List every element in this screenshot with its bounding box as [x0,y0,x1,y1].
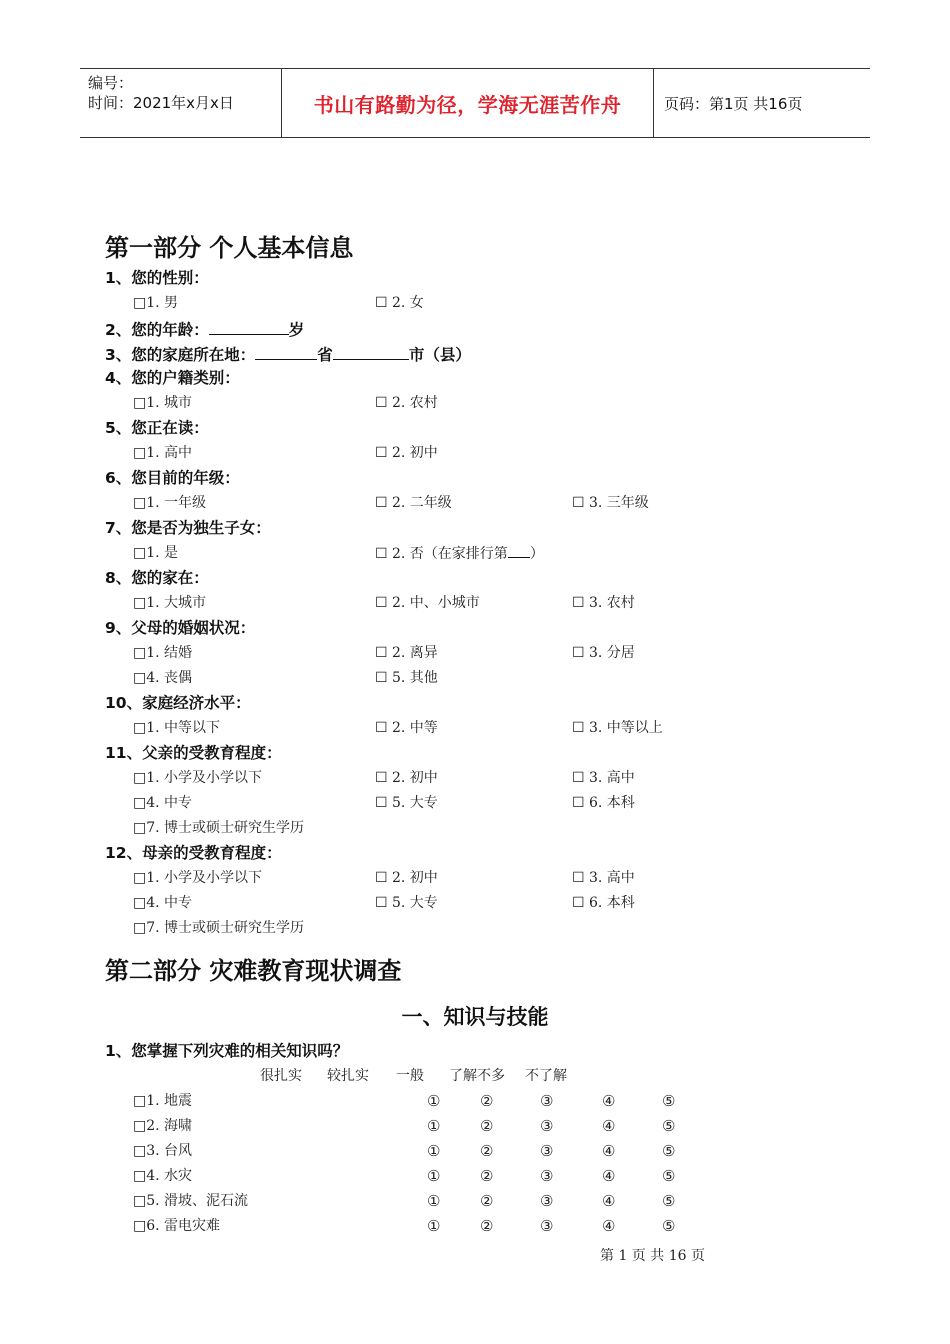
q2-age-label: 2、您的年龄： [105,321,209,339]
page-header [80,68,870,138]
q10-option-below[interactable]: □1. 中等以下 [133,720,221,736]
q7-only-child-label: 7、您是否为独生子女： [105,519,271,537]
q1-option-female[interactable]: ☐ 2. 女 [375,295,424,311]
q11-option-bachelor[interactable]: ☐ 6. 本科 [572,795,635,811]
q9-option-separated[interactable]: ☐ 3. 分居 [572,645,635,661]
rating-option-5[interactable]: ⑤ [662,1217,676,1235]
rating-option-1[interactable]: ① [427,1217,441,1235]
rating-option-5[interactable]: ⑤ [662,1192,676,1210]
q11-option-vocational[interactable]: □4. 中专 [133,795,193,811]
q12-option-vocational[interactable]: □4. 中专 [133,895,193,911]
q11-option-primary[interactable]: □1. 小学及小学以下 [133,770,263,786]
scale-label-3: 一般 [396,1068,424,1084]
q7-option-no[interactable] [375,541,544,566]
date-label: 时间：2021年x月x日 [88,94,234,112]
p2-q1-label: 1、您掌握下列灾难的相关知识吗？ [105,1042,349,1060]
q8-option-rural[interactable]: ☐ 3. 农村 [572,595,635,611]
q10-option-middle[interactable]: ☐ 2. 中等 [375,720,438,736]
rating-option-5[interactable]: ⑤ [662,1117,676,1135]
province-blank-field[interactable] [255,341,317,360]
rating-option-2[interactable]: ② [480,1217,494,1235]
q3-province-unit: 省 [317,346,333,364]
part2-title: 第二部分 灾难教育现状调查 [105,957,402,985]
section-knowledge-title: 一、知识与技能 [401,1005,549,1029]
q9-option-married[interactable]: □1. 结婚 [133,645,193,661]
rating-option-1[interactable]: ① [427,1092,441,1110]
header-motto: 书山有路勤为径，学海无涯苦作舟 [282,69,654,137]
rating-option-1[interactable]: ① [427,1167,441,1185]
q12-option-bachelor[interactable]: ☐ 6. 本科 [572,895,635,911]
q7-option-yes[interactable]: □1. 是 [133,545,179,561]
rating-item-label[interactable]: □6. 雷电灾难 [133,1218,221,1234]
rating-item-label[interactable]: □4. 水灾 [133,1168,193,1184]
scale-label-1: 很扎实 [260,1068,302,1084]
rating-option-3[interactable]: ③ [540,1167,554,1185]
rating-option-2[interactable]: ② [480,1167,494,1185]
header-page-info: 页码：第1页 共16页 [664,94,803,113]
q6-option-grade1[interactable]: □1. 一年级 [133,495,207,511]
q4-option-city[interactable]: □1. 城市 [133,395,193,411]
city-blank-field[interactable] [333,341,409,360]
header-meta [80,69,282,137]
rating-item-label[interactable]: □3. 台风 [133,1143,193,1159]
rating-option-1[interactable]: ① [427,1192,441,1210]
rating-option-3[interactable]: ③ [540,1217,554,1235]
rating-item-label[interactable]: □2. 海啸 [133,1118,193,1134]
q11-option-junior[interactable]: ☐ 2. 初中 [375,770,438,786]
rating-option-1[interactable]: ① [427,1117,441,1135]
q12-option-primary[interactable]: □1. 小学及小学以下 [133,870,263,886]
q11-option-senior[interactable]: ☐ 3. 高中 [572,770,635,786]
q3-city-unit: 市（县） [408,346,471,364]
rating-option-5[interactable]: ⑤ [662,1092,676,1110]
rating-option-5[interactable]: ⑤ [662,1167,676,1185]
rating-item-label[interactable]: □5. 滑坡、泥石流 [133,1193,249,1209]
q12-option-college[interactable]: ☐ 5. 大专 [375,895,438,911]
sibling-rank-blank[interactable] [508,541,530,558]
q8-home-type-label: 8、您的家在： [105,569,209,587]
rating-item-label[interactable]: □1. 地震 [133,1093,193,1109]
age-blank-field[interactable] [209,316,289,335]
q5-option-junior[interactable]: ☐ 2. 初中 [375,445,438,461]
rating-option-2[interactable]: ② [480,1092,494,1110]
q10-income-label: 10、家庭经济水平： [105,694,251,712]
rating-option-4[interactable]: ④ [602,1167,616,1185]
rating-option-4[interactable]: ④ [602,1217,616,1235]
rating-option-3[interactable]: ③ [540,1117,554,1135]
q5-school-label: 5、您正在读： [105,419,209,437]
scale-label-2: 较扎实 [327,1068,369,1084]
scale-label-5: 不了解 [525,1068,567,1084]
q11-father-edu-label: 11、父亲的受教育程度： [105,744,282,762]
q6-option-grade2[interactable]: ☐ 2. 二年级 [375,495,452,511]
q4-hukou-label: 4、您的户籍类别： [105,369,240,387]
q4-option-rural[interactable]: ☐ 2. 农村 [375,395,438,411]
serial-label: 编号： [88,74,134,92]
q7-option-no-close: ） [529,546,544,562]
q9-marriage-label: 9、父母的婚姻状况： [105,619,256,637]
q7-option-no-text: ☐ 2. 否（在家排行第 [375,546,508,562]
rating-option-2[interactable]: ② [480,1192,494,1210]
rating-option-3[interactable]: ③ [540,1142,554,1160]
q9-option-other[interactable]: ☐ 5. 其他 [375,670,438,686]
q10-option-above[interactable]: ☐ 3. 中等以上 [572,720,663,736]
rating-option-2[interactable]: ② [480,1142,494,1160]
q12-mother-edu-label: 12、母亲的受教育程度： [105,844,282,862]
q12-option-graduate[interactable]: □7. 博士或硕士研究生学历 [133,920,305,936]
q5-option-senior[interactable]: □1. 高中 [133,445,193,461]
q6-grade-label: 6、您目前的年级： [105,469,240,487]
rating-option-3[interactable]: ③ [540,1092,554,1110]
q1-gender-label: 1、您的性别： [105,269,209,287]
rating-option-4[interactable]: ④ [602,1142,616,1160]
rating-option-5[interactable]: ⑤ [662,1142,676,1160]
q8-option-big-city[interactable]: □1. 大城市 [133,595,207,611]
rating-option-4[interactable]: ④ [602,1092,616,1110]
rating-option-2[interactable]: ② [480,1117,494,1135]
rating-option-3[interactable]: ③ [540,1192,554,1210]
q2-age-line [105,316,304,341]
q3-home-line [105,341,471,366]
q2-age-unit: 岁 [288,321,305,339]
scale-label-4: 了解不多 [449,1068,505,1084]
page-footer: 第 1 页 共 16 页 [600,1248,705,1264]
q9-option-divorced[interactable]: ☐ 2. 离异 [375,645,438,661]
rating-option-4[interactable]: ④ [602,1117,616,1135]
q6-option-grade3[interactable]: ☐ 3. 三年级 [572,495,649,511]
q11-option-graduate[interactable]: □7. 博士或硕士研究生学历 [133,820,305,836]
q1-option-male[interactable]: □1. 男 [133,295,179,311]
part1-title: 第一部分 个人基本信息 [105,234,354,262]
q12-option-senior[interactable]: ☐ 3. 高中 [572,870,635,886]
q9-option-widowed[interactable]: □4. 丧偶 [133,670,193,686]
q3-home-label: 3、您的家庭所在地： [105,346,256,364]
q12-option-junior[interactable]: ☐ 2. 初中 [375,870,438,886]
q8-option-small-city[interactable]: ☐ 2. 中、小城市 [375,595,480,611]
rating-option-4[interactable]: ④ [602,1192,616,1210]
q11-option-college[interactable]: ☐ 5. 大专 [375,795,438,811]
rating-option-1[interactable]: ① [427,1142,441,1160]
